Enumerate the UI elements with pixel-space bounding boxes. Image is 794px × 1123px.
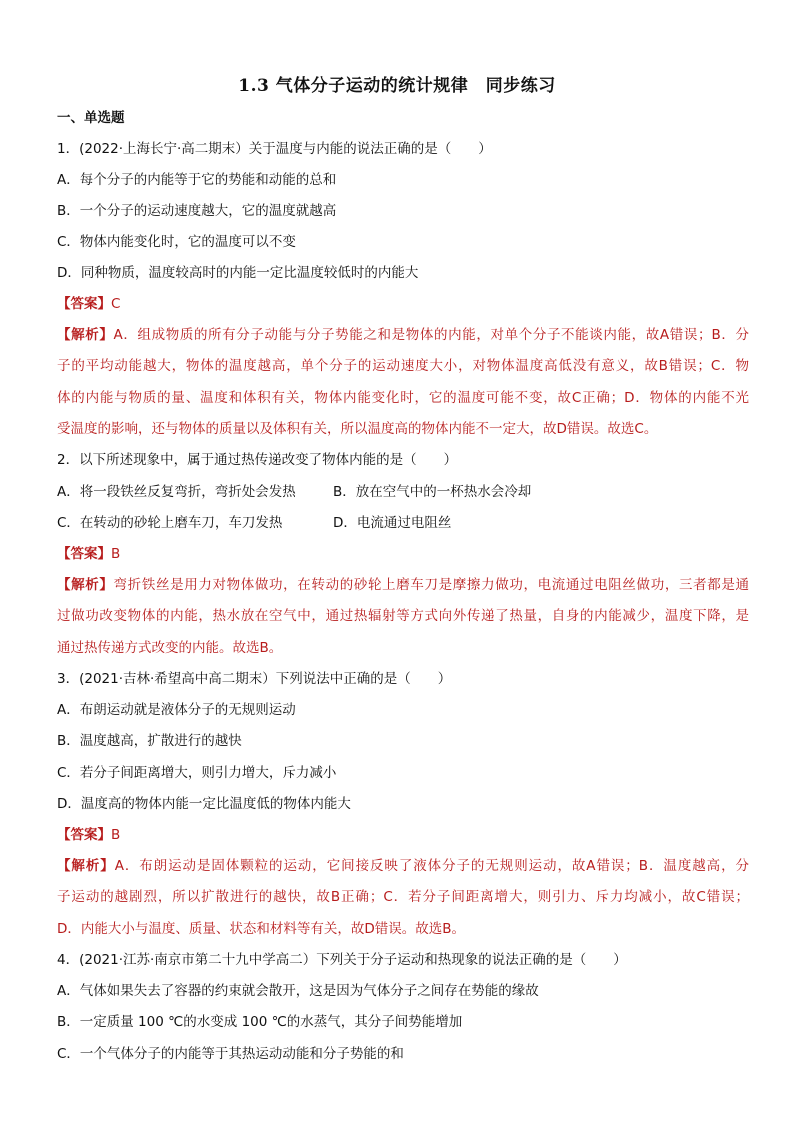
question-1-analysis-line: 子的平均动能越大，物体的温度越高，单个分子的运动速度大小，对物体温度高低没有意义，故B错误；C．物 [57, 358, 749, 374]
analysis-text: A．组成物质的所有分子动能与分子势能之和是物体的内能，对单个分子不能谈内能，故A错误；B．分 [113, 327, 749, 343]
question-2-option-c: C．在转动的砂轮上磨车刀，车刀发热 [57, 515, 283, 531]
question-3-answer [57, 827, 120, 843]
question-1-option-d: D．同种物质，温度较高时的内能一定比温度较低时的内能大 [57, 265, 419, 281]
question-3-option-c: C．若分子间距离增大，则引力增大，斥力减小 [57, 765, 337, 781]
analysis-text: A．布朗运动是固体颗粒的运动，它间接反映了液体分子的无规则运动，故A错误；B．温度越高，分 [114, 858, 750, 874]
question-3-stem: 3．(2021·吉林·希望高中高二期末）下列说法中正确的是（ ） [57, 671, 452, 687]
question-2-option-d: D．电流通过电阻丝 [333, 515, 452, 531]
question-1-stem: 1．(2022·上海长宁·高二期末）关于温度与内能的说法正确的是（ ） [57, 141, 492, 157]
question-2-analysis-line: 通过热传递方式改变的内能。故选B。 [57, 640, 283, 656]
analysis-tag: 【解析】 [57, 327, 114, 343]
analysis-text: 弯折铁丝是用力对物体做功，在转动的砂轮上磨车刀是摩擦力做功，电流通过电阻丝做功，三者都是通 [113, 577, 750, 593]
question-2-analysis-line [57, 577, 749, 593]
question-1-answer [57, 296, 120, 312]
question-1-option-a: A．每个分子的内能等于它的势能和动能的总和 [57, 172, 337, 188]
analysis-tag: 【解析】 [57, 577, 114, 593]
question-1-option-b: B．一个分子的运动速度越大，它的温度就越高 [57, 203, 337, 219]
question-4-stem: 4．(2021·江苏·南京市第二十九中学高二）下列关于分子运动和热现象的说法正确的是（ ） [57, 952, 627, 968]
question-2-answer [57, 546, 120, 562]
page-title: 1.3 气体分子运动的统计规律 同步练习 [238, 76, 556, 96]
answer-tag: 【答案】 [57, 546, 111, 562]
answer-value: B [111, 546, 121, 562]
question-1-analysis-line: 体的内能与物质的量、温度和体积有关，物体内能变化时，它的温度可能不变，故C正确；D．物体的内能不光 [57, 390, 749, 406]
question-3-option-a: A．布朗运动就是液体分子的无规则运动 [57, 702, 296, 718]
answer-tag: 【答案】 [57, 296, 111, 312]
question-2-option-a: A．将一段铁丝反复弯折，弯折处会发热 [57, 484, 296, 500]
question-1-analysis-line: 受温度的影响，还与物体的质量以及体积有关，所以温度高的物体内能不一定大，故D错误。故选C。 [57, 421, 658, 437]
question-2-stem: 2．以下所述现象中，属于通过热传递改变了物体内能的是（ ） [57, 452, 458, 468]
question-1-option-c: C．物体内能变化时，它的温度可以不变 [57, 234, 296, 250]
analysis-tag: 【解析】 [57, 858, 115, 874]
question-3-option-b: B．温度越高，扩散进行的越快 [57, 733, 242, 749]
question-3-analysis-line: 子运动的越剧烈，所以扩散进行的越快，故B正确；C．若分子间距离增大，则引力、斥力均减小，故C错误； [57, 889, 749, 905]
answer-value: B [111, 827, 121, 843]
question-3-option-d: D．温度高的物体内能一定比温度低的物体内能大 [57, 796, 351, 812]
question-3-analysis-line [57, 858, 749, 874]
question-2-analysis-line: 过做功改变物体的内能，热水放在空气中，通过热辐射等方式向外传递了热量，自身的内能减少，温度下降，是 [57, 608, 749, 624]
question-1-analysis-line [57, 327, 749, 343]
answer-tag: 【答案】 [57, 827, 111, 843]
section-heading: 一、单选题 [57, 110, 125, 126]
question-4-option-b: B．一定质量 100 ℃的水变成 100 ℃的水蒸气，其分子间势能增加 [57, 1014, 463, 1030]
question-4-option-c: C．一个气体分子的内能等于其热运动动能和分子势能的和 [57, 1046, 404, 1062]
question-3-analysis-line: D．内能大小与温度、质量、状态和材料等有关，故D错误。故选B。 [57, 921, 466, 937]
answer-value: C [111, 296, 121, 312]
question-4-option-a: A．气体如果失去了容器的约束就会散开，这是因为气体分子之间存在势能的缘故 [57, 983, 539, 999]
question-2-option-b: B．放在空气中的一杯热水会冷却 [333, 484, 532, 500]
